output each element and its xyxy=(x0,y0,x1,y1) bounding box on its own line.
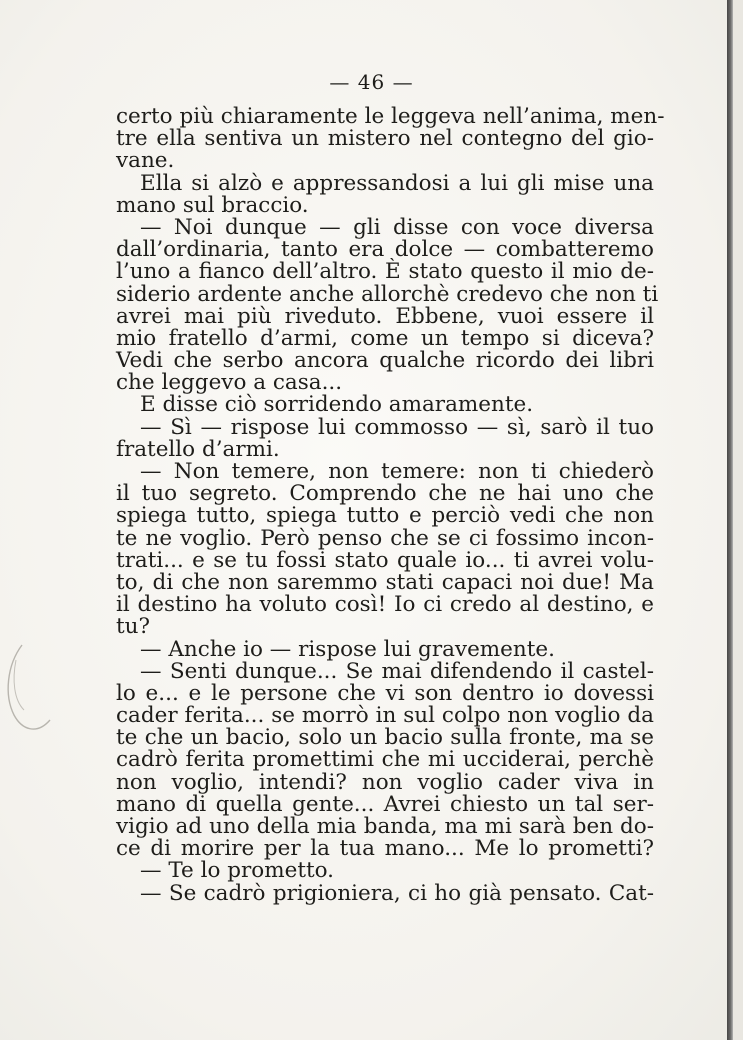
body-text xyxy=(116,104,665,906)
text-line: mio fratello d’armi, come un tempo si diceva? xyxy=(116,325,654,351)
text-line: vigio ad uno della mia banda, ma mi sarà ben do- xyxy=(116,814,654,839)
text-line: dall’ordinaria, tanto era dolce — combatteremo xyxy=(116,237,654,263)
text-line: spiega tutto, spiega tutto e perciò vedi che non xyxy=(116,503,654,529)
text-line: certo più chiaramente le leggeva nell’anima, men- xyxy=(116,104,665,129)
text-line: avrei mai più riveduto. Ebbene, vuoi essere il xyxy=(116,303,654,329)
text-line: cader ferita... se morrò in sul colpo non voglio da xyxy=(116,703,654,729)
text-line: to, di che non saremmo stati capaci noi due! Ma xyxy=(116,569,654,595)
text-line: — Noi dunque — gli disse con voce diversa xyxy=(140,214,654,240)
text-line: trati... e se tu fossi stato quale io... ti avrei volu- xyxy=(116,547,654,573)
text-line: che leggevo a casa... xyxy=(116,370,343,396)
text-line: mano di quella gente... Avrei chiesto un tal ser- xyxy=(116,791,654,817)
text-line: non voglio, intendi? non voglio cader viva in xyxy=(116,769,654,795)
text-line: — Se cadrò prigioniera, ci ho già pensato. Cat- xyxy=(140,880,654,906)
text-line: — Anche io — rispose lui gravemente. xyxy=(140,636,555,662)
text-line: vane. xyxy=(116,148,175,174)
text-line: Vedi che serbo ancora qualche ricordo dei libri xyxy=(116,348,654,374)
text-line: cadrò ferita promettimi che mi ucciderai, perchè xyxy=(116,747,654,773)
page-edge-shadow xyxy=(733,0,743,1040)
text-line: il destino ha voluto così! Io ci credo al destino, e xyxy=(116,592,654,618)
text-line: siderio ardente anche allorchè credevo che non ti xyxy=(116,281,659,307)
text-line: mano sul braccio. xyxy=(116,192,309,218)
text-line: ce di morire per la tua mano... Me lo prometti? xyxy=(116,836,654,862)
text-line: te che un bacio, solo un bacio sulla fronte, ma se xyxy=(116,725,654,751)
text-line: — Senti dunque... Se mai difendendo il castel- xyxy=(140,658,654,684)
text-line: — Non temere, non temere: non ti chiederò xyxy=(140,459,654,484)
pencil-margin-mark xyxy=(2,640,62,750)
text-line: E disse ciò sorridendo amaramente. xyxy=(140,392,534,418)
text-line: — Te lo prometto. xyxy=(140,858,334,884)
text-line: il tuo segreto. Comprendo che ne hai uno che xyxy=(116,481,654,507)
text-line: te ne voglio. Però penso che se ci fossimo incon- xyxy=(116,525,654,551)
text-line: lo e... e le persone che vi son dentro io dovessi xyxy=(116,680,654,706)
binding-edge xyxy=(727,0,733,1040)
text-line: Ella si alzò e appressandosi a lui gli mise una xyxy=(140,170,654,196)
text-line: fratello d’armi. xyxy=(116,436,280,462)
text-line: tre ella sentiva un mistero nel contegno del gio- xyxy=(116,126,654,152)
text-line: — Sì — rispose lui commosso — sì, sarò il tuo xyxy=(140,414,654,440)
page-number: — 46 — xyxy=(329,70,414,94)
text-line: l’uno a fianco dell’altro. È stato questo il mio de- xyxy=(116,259,654,285)
text-line: tu? xyxy=(116,614,151,640)
